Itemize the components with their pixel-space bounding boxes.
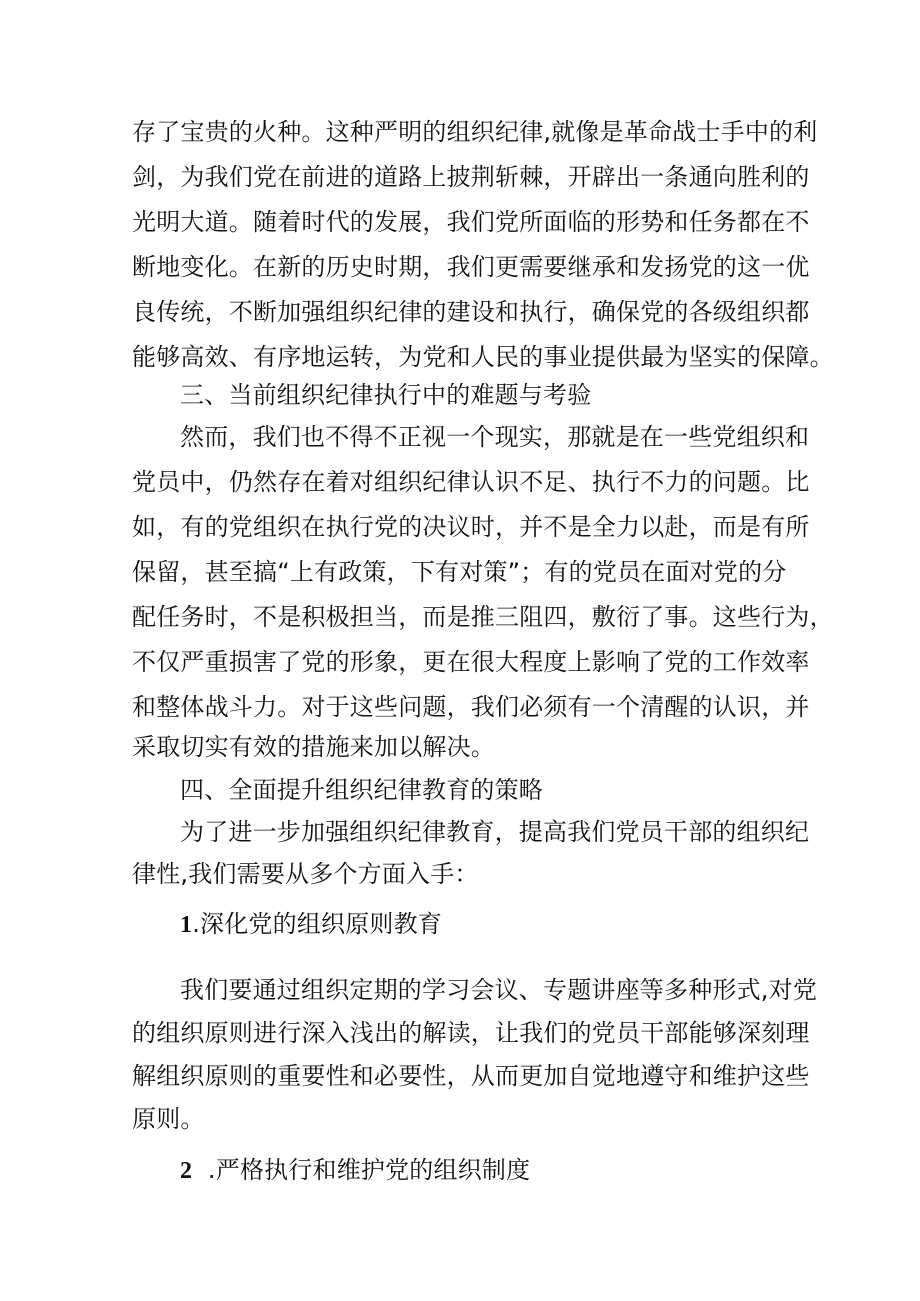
list-item-title: .严格执行和维护党的组织制度: [207, 1156, 531, 1184]
paragraph-line: 剑，为我们党在前进的道路上披荆斩棘，开辟出一条通向胜利的: [132, 163, 810, 191]
paragraph-line: 原则。: [132, 1105, 205, 1133]
list-item-number: 1: [180, 912, 193, 938]
paragraph-line: 采取切实有效的措施来加以解决。: [132, 733, 495, 761]
paragraph-line: 和整体战斗力。对于这些问题，我们必须有一个清醒的认识，并: [132, 693, 810, 721]
paragraph-line: 存了宝贵的火种。这种严明的组织纪律,就像是革命战士手中的利: [132, 118, 818, 146]
list-item-1: [180, 907, 442, 942]
paragraph-line: 为了进一步加强组织纪律教育，提高我们党员干部的组织纪: [180, 818, 810, 846]
list-item-2: [180, 1153, 530, 1188]
paragraph-line: 律性,我们需要从多个方面入手：: [132, 860, 479, 888]
paragraph-line: 断地变化。在新的历史时期，我们更需要继承和发扬党的这一优: [132, 253, 810, 281]
paragraph-line: 保留，甚至搞“上有政策，下有对策”；有的党员在面对党的分: [132, 558, 787, 586]
paragraph-line: 光明大道。随着时代的发展，我们党所面临的形势和任务都在不: [132, 208, 810, 236]
paragraph-line: 如，有的党组织在执行党的决议时，并不是全力以赴，而是有所: [132, 513, 810, 541]
list-item-number: 2: [180, 1158, 193, 1184]
paragraph-line: 的组织原则进行深入浅出的解读，让我们的党员干部能够深刻理: [132, 1019, 810, 1047]
paragraph-line: 然而，我们也不得不正视一个现实，那就是在一些党组织和: [180, 423, 810, 451]
section-heading-4: 四、全面提升组织纪律教育的策略: [180, 776, 543, 804]
paragraph-line: 配任务时，不是积极担当，而是推三阻四，敷衍了事。这些行为，: [132, 603, 834, 631]
paragraph-line: 我们要通过组织定期的学习会议、专题讲座等多种形式,对党: [180, 976, 818, 1004]
paragraph-line: 良传统，不断加强组织纪律的建设和执行，确保党的各级组织都: [132, 298, 810, 326]
section-heading-3: 三、当前组织纪律执行中的难题与考验: [180, 381, 592, 409]
list-item-title: .深化党的组织原则教育: [192, 910, 443, 938]
paragraph-line: 党员中，仍然存在着对组织纪律认识不足、执行不力的问题。比: [132, 468, 810, 496]
paragraph-line: 解组织原则的重要性和必要性，从而更加自觉地遵守和维护这些: [132, 1062, 810, 1090]
paragraph-line: 能够高效、有序地运转，为党和人民的事业提供最为坚实的保障。: [132, 343, 834, 371]
paragraph-line: 不仅严重损害了党的形象，更在很大程度上影响了党的工作效率: [132, 648, 810, 676]
